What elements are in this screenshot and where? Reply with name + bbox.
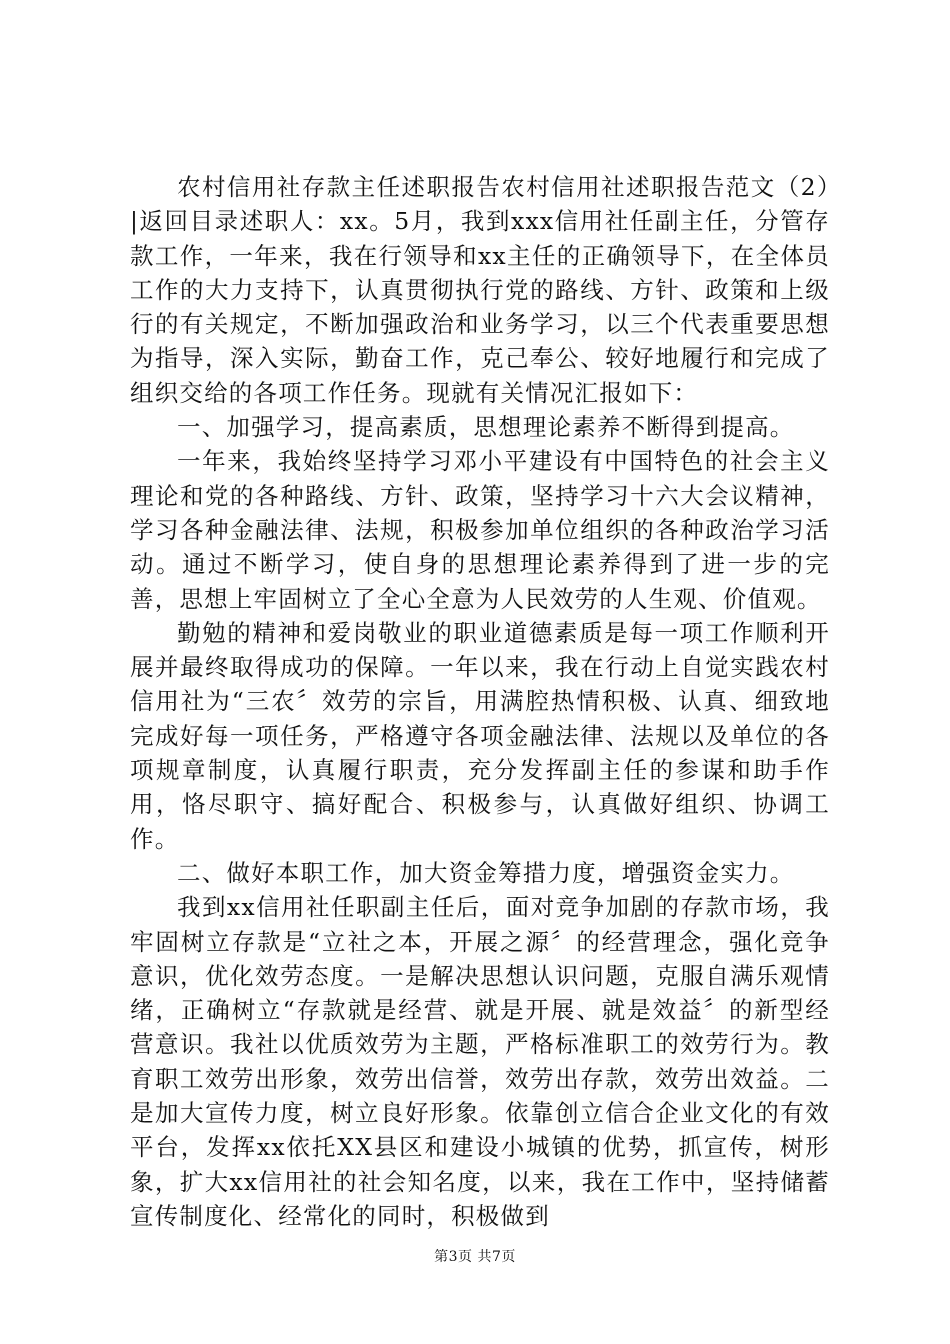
paragraph-diligence: 勤勉的精神和爱岗敬业的职业道德素质是每一项工作顺利开展并最终取得成功的保障。一年以来，我在行动上自觉实践农村信用社为“三农〞效劳的宗旨，用满腔热情积极、认真、细致地完成好每一项任务，严格遵守各项金融法律、法规以及单位的各项规章制度，认真履行职责，充分发挥副主任的参谋和助手作用，恪尽职守、搞好配合、积极参与，认真做好组织、协调工作。 [130,618,830,853]
heading-section-1: 一、加强学习，提高素质，思想理论素养不断得到提高。 [177,413,795,442]
paragraph-study: 一年来，我始终坚持学习邓小平建设有中国特色的社会主义理论和党的各种路线、方针、政策，坚持学习十六大会议精神，学习各种金融法律、法规，积极参加单位组织的各种政治学习活动。通过不断学习，使自身的思想理论素养得到了进一步的完善，思想上牢固树立了全心全意为人民效劳的人生观、价值观。 [130,447,830,613]
paragraph-deposits: 我到xx信用社任职副主任后，面对竞争加剧的存款市场，我牢固树立存款是“立社之本，开展之源〞的经营理念，强化竞争意识，优化效劳态度。一是解决思想认识问题，克服自满乐观情绪，正确树立“存款就是经营、就是开展、就是效益〞的新型经营意识。我社以优质效劳为主题，严格标准职工的效劳行为。教育职工效劳出形象，效劳出信誉，效劳出存款，效劳出效益。二是加大宣传力度，树立良好形象。依靠创立信合企业文化的有效平台，发挥xx依托XX县区和建设小城镇的优势，抓宣传，树形象，扩大xx信用社的社会知名度，以来，我在工作中，坚持储蓄宣传制度化、经常化的同时，积极做到 [130,893,830,1230]
page-footer: 第3页 共7页 [434,1249,516,1265]
heading-section-2: 二、做好本职工作，加大资金筹措力度，增强资金实力。 [177,858,795,887]
document-body [130,170,830,1233]
paragraph-intro: 农村信用社存款主任述职报告农村信用社述职报告范文（2）|返回目录述职人：xx。5月，我到xxx信用社任副主任，分管存款工作，一年来，我在行领导和xx主任的正确领导下，在全体员工作的大力支持下，认真贯彻执行党的路线、方针、政策和上级行的有关规定，不断加强政治和业务学习，以三个代表重要思想为指导，深入实际，勤奋工作，克己奉公、较好地履行和完成了组织交给的各项工作任务。现就有关情况汇报如下： [130,173,830,407]
